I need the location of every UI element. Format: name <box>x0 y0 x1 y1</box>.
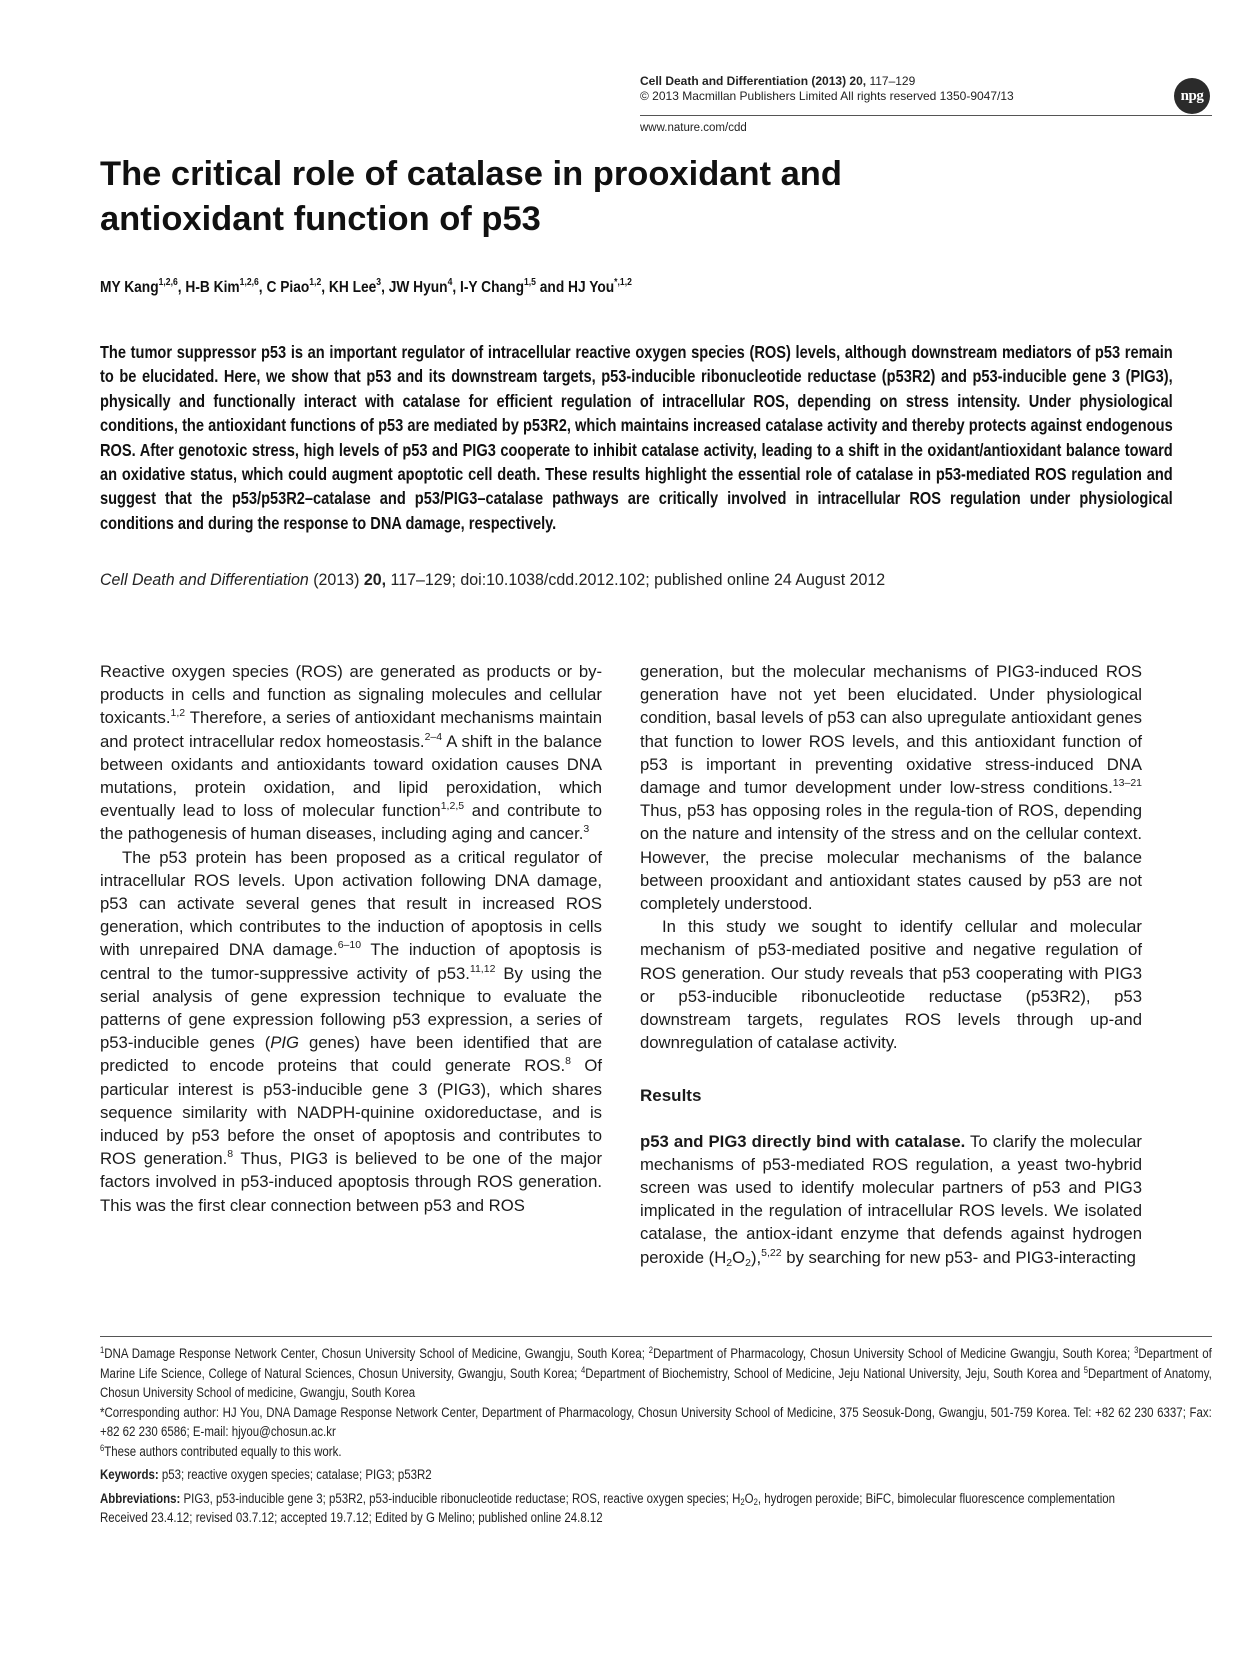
run-in-heading: p53 and PIG3 directly bind with catalase. <box>640 1131 966 1151</box>
citation-superscript: 8 <box>227 1148 234 1161</box>
keywords-label: Keywords: <box>100 1467 159 1482</box>
copyright-line: © 2013 Macmillan Publishers Limited All rights reserved 1350-9047/13 <box>640 89 1014 103</box>
text-run: Thus, p53 has opposing roles in the regula-tion of ROS, depending on the nature and intensity of the stress and on the cellular context. However, the precise molecular mechanisms of the balance between prooxidant and antioxidant states caused by p53 are not completely understood. <box>640 801 1142 914</box>
author-affiliation: 1,2 <box>309 277 322 288</box>
subscript: 2 <box>740 1496 745 1507</box>
npg-logo-icon: npg <box>1174 78 1210 114</box>
text-run: O <box>732 1247 746 1267</box>
citation-superscript: 2 <box>648 1345 654 1355</box>
text-run: PIG3, p53-inducible gene 3; p53R2, p53-inducible ribonucleotide reductase; ROS, reactive oxygen species; H <box>180 1490 741 1506</box>
citation-superscript: 3 <box>583 823 590 836</box>
author-separator: , <box>321 279 329 296</box>
text-run: The p53 protein has been proposed as a critical regulator of intracellular ROS levels. Upon activation following DNA damage, p53 can activate several genes that result in increased ROS generation, which contributes to the induction of apoptosis in cells with unrepaired DNA damage. <box>100 847 602 960</box>
citation-superscript: 5 <box>1083 1364 1089 1375</box>
author-affiliation: 3 <box>376 277 382 288</box>
author-separator: , <box>177 279 186 296</box>
author-separator: , <box>381 279 389 296</box>
author-separator: , <box>258 279 267 296</box>
text-run: by searching for new p53- and PIG3-interacting <box>781 1247 1136 1267</box>
citation-year: (2013) <box>308 570 364 589</box>
text-run: Thus, PIG3 is believed to be one of the major factors involved in p53-induced apoptosis through ROS generation. This was the first clear connection between p53 and ROS <box>100 1149 602 1215</box>
text-run: , hydrogen peroxide; BiFC, bimolecular fluorescence complementation <box>757 1490 1116 1506</box>
author-name: JW Hyun <box>388 279 448 296</box>
author-separator: , <box>452 279 461 296</box>
author-list <box>100 276 994 300</box>
header-divider <box>640 115 1212 116</box>
citation-superscript: 11,12 <box>469 962 496 975</box>
text-run: Of particular interest is p53-inducible gene 3 (PIG3), which shares sequence similarity with NADPH-quinine oxidoreductase, and is induced by p53 before the onset of apoptosis and contributes to ROS generation. <box>100 1056 602 1169</box>
text-run: and contribute to the pathogenesis of human diseases, including aging and cancer. <box>100 801 602 844</box>
citation-superscript: 8 <box>565 1055 571 1068</box>
author-name: MY Kang <box>100 279 159 296</box>
text-run: A shift in the balance between oxidants and antioxidants toward oxidation causes DNA mutations, protein oxidation, and lipid peroxidation, which eventually lead to loss of molecular function <box>100 731 603 821</box>
journal-citation-line <box>640 74 1110 89</box>
abbreviations-text <box>180 1491 1115 1506</box>
citation-journal: Cell Death and Differentiation <box>100 570 309 589</box>
text-run: Department of Anatomy, Chosun University School of medicine, Gwangju, South Korea <box>100 1365 1212 1400</box>
corresponding-author-footnote: *Corresponding author: HJ You, DNA Damage Response Network Center, Department of Pharmacology, Chosun University School of Medicine, 375 Seosuk-Dong, Gwangju, 501-759 Korea. Tel: +82 62 230 6337; Fax: +82 62 230 6586; E-mail: hjyou@chosun.ac.kr <box>100 1404 1212 1439</box>
author-affiliation: 4 <box>447 277 453 288</box>
text-run: Reactive oxygen species (ROS) are generated as products or by-products in cells and function as signaling molecules and cellular toxicants. <box>100 662 602 728</box>
text-run: Department of Marine Life Science, College of Natural Sciences, Chosun University, Gwangju, South Korea; <box>100 1346 1212 1381</box>
author-affiliation: *,1,2 <box>614 277 632 288</box>
intro-paragraph-1 <box>100 660 602 846</box>
text-run: To clarify the molecular mechanisms of p53-mediated ROS regulation, a yeast two-hybrid screen was used to identify molecular partners of p53 and PIG3 implicated in the regulation of intracellular ROS levels. We isolated catalase, the antiox-idant enzyme that defends against hydrogen peroxide (H <box>640 1131 1142 1267</box>
citation-superscript: 13–21 <box>1112 777 1142 790</box>
intro-paragraph-3 <box>640 915 1142 1054</box>
subscript: 2 <box>726 1256 733 1269</box>
author-name: H-B Kim <box>185 279 240 296</box>
text-run: These authors contributed equally to this work. <box>104 1443 342 1459</box>
citation-superscript: 3 <box>1134 1345 1139 1355</box>
text-run: ), <box>750 1247 762 1267</box>
body-column-left <box>100 660 602 1217</box>
text-run: Therefore, a series of antioxidant mechanisms maintain and protect intracellular redox homeostasis. <box>100 708 602 751</box>
author-affiliation: 1,5 <box>523 277 536 288</box>
body-column-right <box>640 660 1142 1269</box>
journal-volume: 20, <box>849 74 867 88</box>
italic-term: PIG <box>270 1033 300 1053</box>
text-run: Department of Biochemistry, School of Medicine, Jeju National University, Jeju, South Korea and <box>585 1365 1084 1381</box>
abstract: The tumor suppressor p53 is an important regulator of intracellular reactive oxygen species (ROS) levels, although downstream mediators of p53 remain to be elucidated. Here, we show that p53 and its downstream targets, p53-inducible ribonucleotide reductase (p53R2) and p53-inducible gene 3 (PIG3), physically and functionally interact with catalase for efficient regulation of intracellular ROS, depending on stress intensity. Under physiological conditions, the antioxidant functions of p53 are mediated by p53R2, which maintains increased catalase activity and thereby protects against endogenous ROS. After genotoxic stress, high levels of p53 and PIG3 cooperate to inhibit catalase activity, leading to a shift in the oxidant/antioxidant balance toward an oxidative status, which could augment apoptotic cell death. These results highlight the essential role of catalase in p53-mediated ROS regulation and suggest that the p53/p53R2–catalase and p53/PIG3–catalase pathways are critically involved in intracellular ROS regulation under physiological conditions and during the response to DNA damage, respectively. <box>100 342 1173 533</box>
text-run: generation, but the molecular mechanisms of PIG3-induced ROS generation have not yet been elucidated. Under physiological condition, basal levels of p53 can also upregulate antioxidant genes that function to lower ROS levels, and this antioxidant function of p53 is important in preventing oxidative stress-induced DNA damage and tumor development under low-stress conditions. <box>640 662 1142 798</box>
text-run: By using the serial analysis of gene expression technique to evaluate the patterns of gene expression following p53 expression, a series of p53-inducible genes ( <box>100 963 602 1053</box>
received-dates: Received 23.4.12; revised 03.7.12; accepted 19.7.12; Edited by G Melino; published online 24.8.12 <box>100 1510 603 1525</box>
citation-superscript: 6–10 <box>337 939 362 952</box>
citation-superscript: 1 <box>100 1345 105 1355</box>
text-run: In this study we sought to identify cellular and molecular mechanism of p53-mediated positive and negative regulation of ROS generation. Our study reveals that p53 cooperating with PIG3 or p53-inducible ribonucleotide reductase (p53R2), p53 downstream targets, regulates ROS levels through up-and downregulation of catalase activity. <box>640 917 1142 1053</box>
abbreviations-label: Abbreviations: <box>100 1490 181 1506</box>
keywords-text: p53; reactive oxygen species; catalase; PIG3; p53R2 <box>158 1467 432 1482</box>
article-title: The critical role of catalase in prooxidant and antioxidant function of p53 <box>100 155 842 238</box>
intro-paragraph-2 <box>100 846 602 1217</box>
citation-superscript: 1,2,5 <box>440 800 465 813</box>
intro-paragraph-2-continued <box>640 660 1142 915</box>
citation-superscript: 6 <box>100 1442 105 1453</box>
journal-website-link[interactable]: www.nature.com/cdd <box>640 122 747 134</box>
article-citation <box>100 568 1040 592</box>
citation-superscript: 2–4 <box>424 730 443 743</box>
author-name: C Piao <box>266 279 310 296</box>
author-affiliation: 1,2,6 <box>158 277 178 288</box>
author-name: KH Lee <box>328 279 377 296</box>
journal-year: (2013) <box>811 74 847 88</box>
author-name: HJ You <box>568 279 615 296</box>
author-affiliation: 1,2,6 <box>239 277 259 288</box>
text-run: DNA Damage Response Network Center, Chosun University School of Medicine, Gwangju, South Korea; <box>104 1346 649 1361</box>
journal-name: Cell Death and Differentiation <box>640 74 809 88</box>
subscript: 2 <box>753 1496 758 1507</box>
keywords-line <box>100 1465 1212 1485</box>
text-run: Department of Pharmacology, Chosun University School of Medicine Gwangju, South Korea; <box>653 1346 1135 1361</box>
journal-header <box>640 74 1110 104</box>
citation-volume: 20, <box>363 570 387 589</box>
affiliations-footnote <box>100 1344 1212 1403</box>
author-separator: and <box>535 279 569 296</box>
text-run: O <box>744 1490 754 1506</box>
subscript: 2 <box>745 1256 751 1269</box>
results-paragraph-1 <box>640 1130 1142 1269</box>
abbreviations-line <box>100 1489 1212 1509</box>
equal-contribution-footnote <box>100 1442 1212 1462</box>
results-heading: Results <box>640 1086 702 1106</box>
citation-details: 117–129; doi:10.1038/cdd.2012.102; published online 24 August 2012 <box>386 570 886 589</box>
footnotes <box>100 1344 1212 1528</box>
footnote-divider <box>100 1336 1212 1337</box>
citation-superscript: 4 <box>581 1364 586 1375</box>
text-run: genes) have been identified that are predicted to encode proteins that could generate ROS. <box>100 1033 602 1076</box>
author-name: I-Y Chang <box>460 279 524 296</box>
citation-superscript: 5,22 <box>761 1246 782 1259</box>
journal-pages: 117–129 <box>869 74 916 88</box>
citation-superscript: 1,2 <box>170 707 186 720</box>
text-run: The induction of apoptosis is central to the tumor-suppressive activity of p53. <box>100 940 603 983</box>
